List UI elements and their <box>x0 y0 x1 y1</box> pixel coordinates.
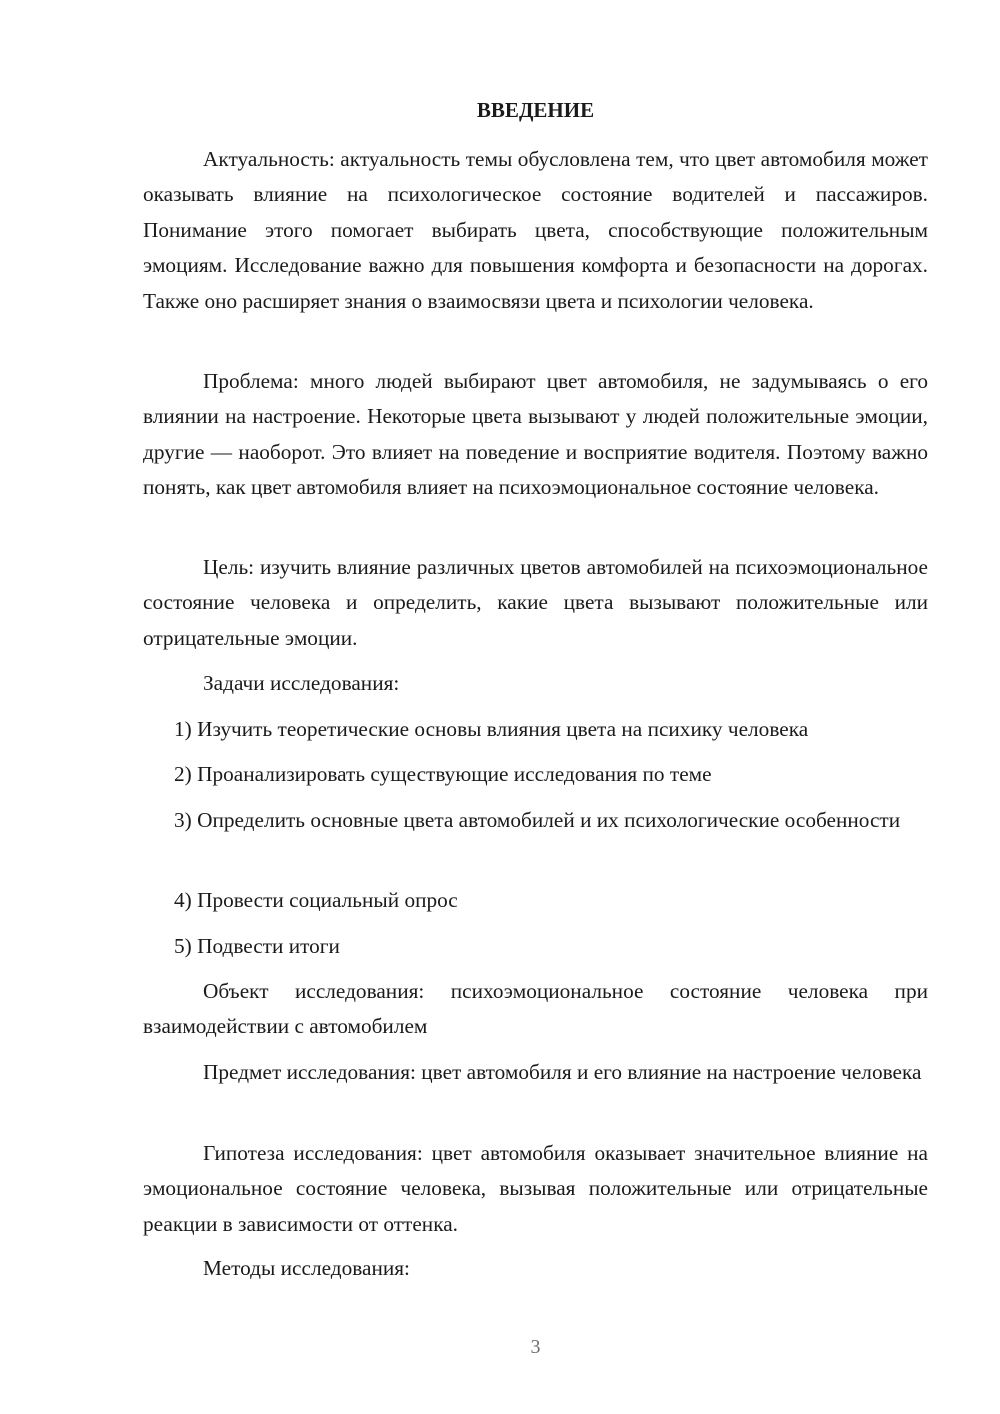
task-item-5: 5) Подвести итоги <box>174 934 340 958</box>
paragraph-goal: Цель: изучить влияние различных цветов автомобилей на психоэмоциональное состояние человека и определить, какие цвета вызывают положительные или отрицательные эмоции. <box>143 555 928 650</box>
paragraph-relevance: Актуальность: актуальность темы обусловлена тем, что цвет автомобиля может оказывать влияние на психологическое состояние водителей и пассажиров. Понимание этого помогает выбирать цвета, способствующие положительным эмоциям. Исследование важно для повышения комфорта и безопасности на дорогах. Также оно расширяет знания о взаимосвязи цвета и психологии человека. <box>143 147 928 313</box>
page-title: ВВЕДЕНИЕ <box>476 98 595 122</box>
page-number: 3 <box>530 1336 541 1358</box>
paragraph-subject: Предмет исследования: цвет автомобиля и его влияние на настроение человека <box>203 1060 922 1084</box>
document-page <box>143 0 928 1414</box>
paragraph-object: Объект исследования: психоэмоциональное состояние человека при взаимодействии с автомобилем <box>143 979 928 1039</box>
task-item-2: 2) Проанализировать существующие исследования по теме <box>174 762 712 786</box>
task-item-4: 4) Провести социальный опрос <box>174 888 458 912</box>
task-item-3: 3) Определить основные цвета автомобилей и их психологические особенности <box>174 808 901 832</box>
paragraph-hypothesis: Гипотеза исследования: цвет автомобиля оказывает значительное влияние на эмоциональное состояние человека, вызывая положительные или отрицательные реакции в зависимости от оттенка. <box>143 1141 928 1236</box>
methods-heading: Методы исследования: <box>203 1256 410 1280</box>
tasks-heading: Задачи исследования: <box>203 671 400 695</box>
paragraph-problem: Проблема: много людей выбирают цвет автомобиля, не задумываясь о его влиянии на настроение. Некоторые цвета вызывают у людей положительные эмоции, другие — наоборот. Это влияет на поведение и восприятие водителя. Поэтому важно понять, как цвет автомобиля влияет на психоэмоциональное состояние человека. <box>143 369 928 500</box>
task-item-1: 1) Изучить теоретические основы влияния цвета на психику человека <box>174 717 809 741</box>
